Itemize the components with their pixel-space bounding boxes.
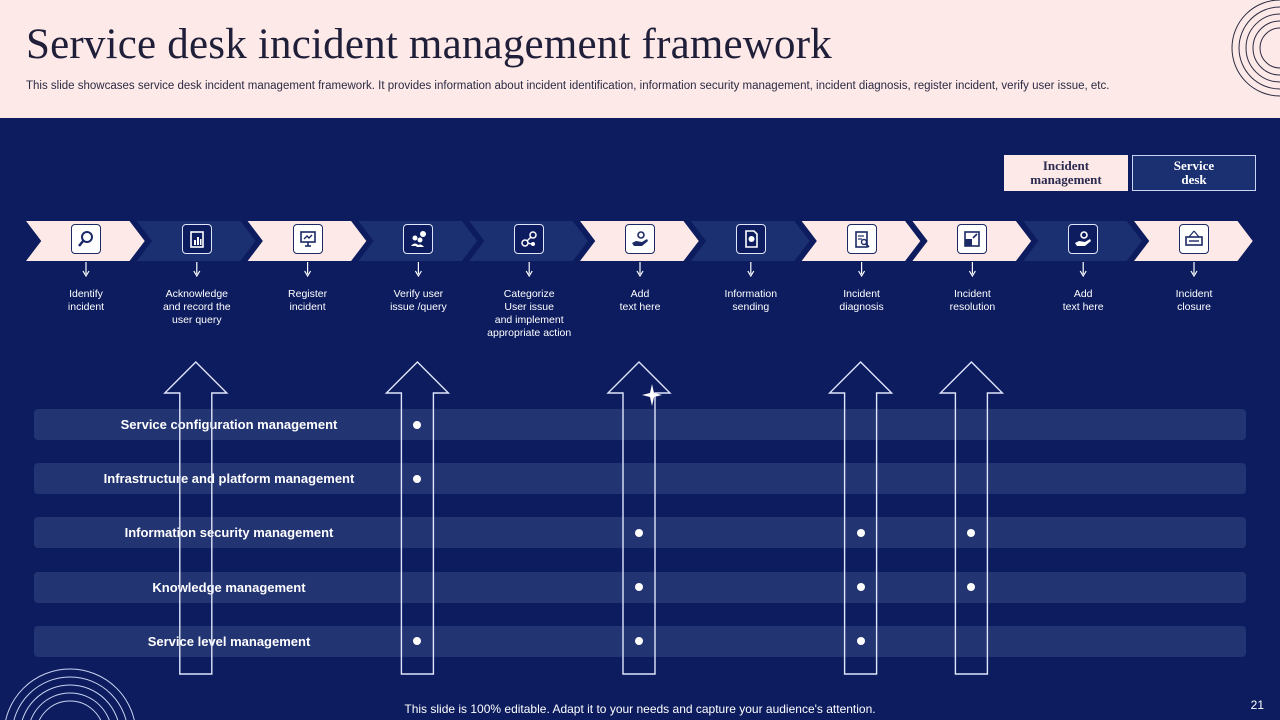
hand-gear-icon bbox=[625, 224, 655, 254]
footer-note: This slide is 100% editable. Adapt it to your needs and capture your audience's attention. bbox=[404, 702, 876, 716]
network-icon bbox=[514, 224, 544, 254]
process-row-label-2: Infrastructure and platform management bbox=[103, 471, 355, 487]
process-row-1 bbox=[34, 409, 1246, 440]
concentric-circles-decoration-top bbox=[1228, 0, 1280, 100]
sparkle-icon bbox=[642, 384, 662, 406]
pointer-head-2 bbox=[194, 271, 200, 276]
step-label-1: Identify incident bbox=[67, 288, 105, 313]
step-label-3: Register incident bbox=[288, 288, 328, 313]
step-label-11: Incident closure bbox=[1175, 288, 1213, 313]
hand-gear-icon bbox=[1068, 224, 1098, 254]
step-label-6: Add text here bbox=[619, 288, 661, 313]
process-dot bbox=[413, 421, 421, 429]
process-row-label-1: Service configuration management bbox=[120, 417, 338, 432]
legend-incident-management bbox=[1004, 155, 1128, 191]
step-label-4: Verify user issue /query bbox=[390, 288, 447, 313]
pointer-head-5 bbox=[526, 271, 532, 276]
header-band bbox=[0, 0, 1280, 118]
pointer-head-6 bbox=[637, 271, 643, 276]
clipboard-chart-icon bbox=[182, 224, 212, 254]
pointer-head-10 bbox=[1080, 271, 1086, 276]
process-dot bbox=[857, 529, 865, 537]
pointer-head-3 bbox=[305, 271, 311, 276]
resize-square-icon bbox=[957, 224, 987, 254]
pointer-head-4 bbox=[415, 271, 421, 276]
pointer-head-8 bbox=[859, 271, 865, 276]
closed-sign-icon bbox=[1179, 224, 1209, 254]
process-dot bbox=[635, 529, 643, 537]
step-label-5: Categorize User issue and implement appropriate action bbox=[487, 288, 572, 339]
pointer-head-11 bbox=[1191, 271, 1197, 276]
document-info-icon bbox=[736, 224, 766, 254]
clipboard-search-icon bbox=[847, 224, 877, 254]
users-question-icon bbox=[403, 224, 433, 254]
pointer-head-9 bbox=[969, 271, 975, 276]
page-number: 21 bbox=[1250, 698, 1264, 712]
process-row-2 bbox=[34, 463, 1246, 494]
page-title: Service desk incident management framework bbox=[26, 21, 832, 68]
search-icon bbox=[71, 224, 101, 254]
process-row-label-4: Knowledge management bbox=[152, 579, 306, 595]
process-dot bbox=[857, 637, 865, 645]
legend-service-desk-label: Service desk bbox=[1173, 158, 1215, 187]
process-row-label-3: Information security management bbox=[124, 525, 334, 541]
process-dot bbox=[857, 583, 865, 591]
step-label-7: Information sending bbox=[724, 288, 778, 313]
legend-incident-management-label: Incident management bbox=[1030, 158, 1102, 187]
pointer-head-1 bbox=[83, 271, 89, 276]
step-label-9: Incident resolution bbox=[949, 288, 996, 313]
presentation-icon bbox=[293, 224, 323, 254]
page-subtitle: This slide showcases service desk incident management framework. It provides information about incident identification, information security management, incident diagnosis, register incident, verify user issue, etc. bbox=[26, 80, 1110, 92]
legend-service-desk bbox=[1132, 155, 1256, 191]
process-row-label-5: Service level management bbox=[147, 633, 311, 649]
step-label-10: Add text here bbox=[1062, 288, 1104, 313]
step-label-8: Incident diagnosis bbox=[839, 288, 884, 313]
pointer-head-7 bbox=[748, 271, 754, 276]
step-label-2: Acknowledge and record the user query bbox=[162, 288, 231, 326]
